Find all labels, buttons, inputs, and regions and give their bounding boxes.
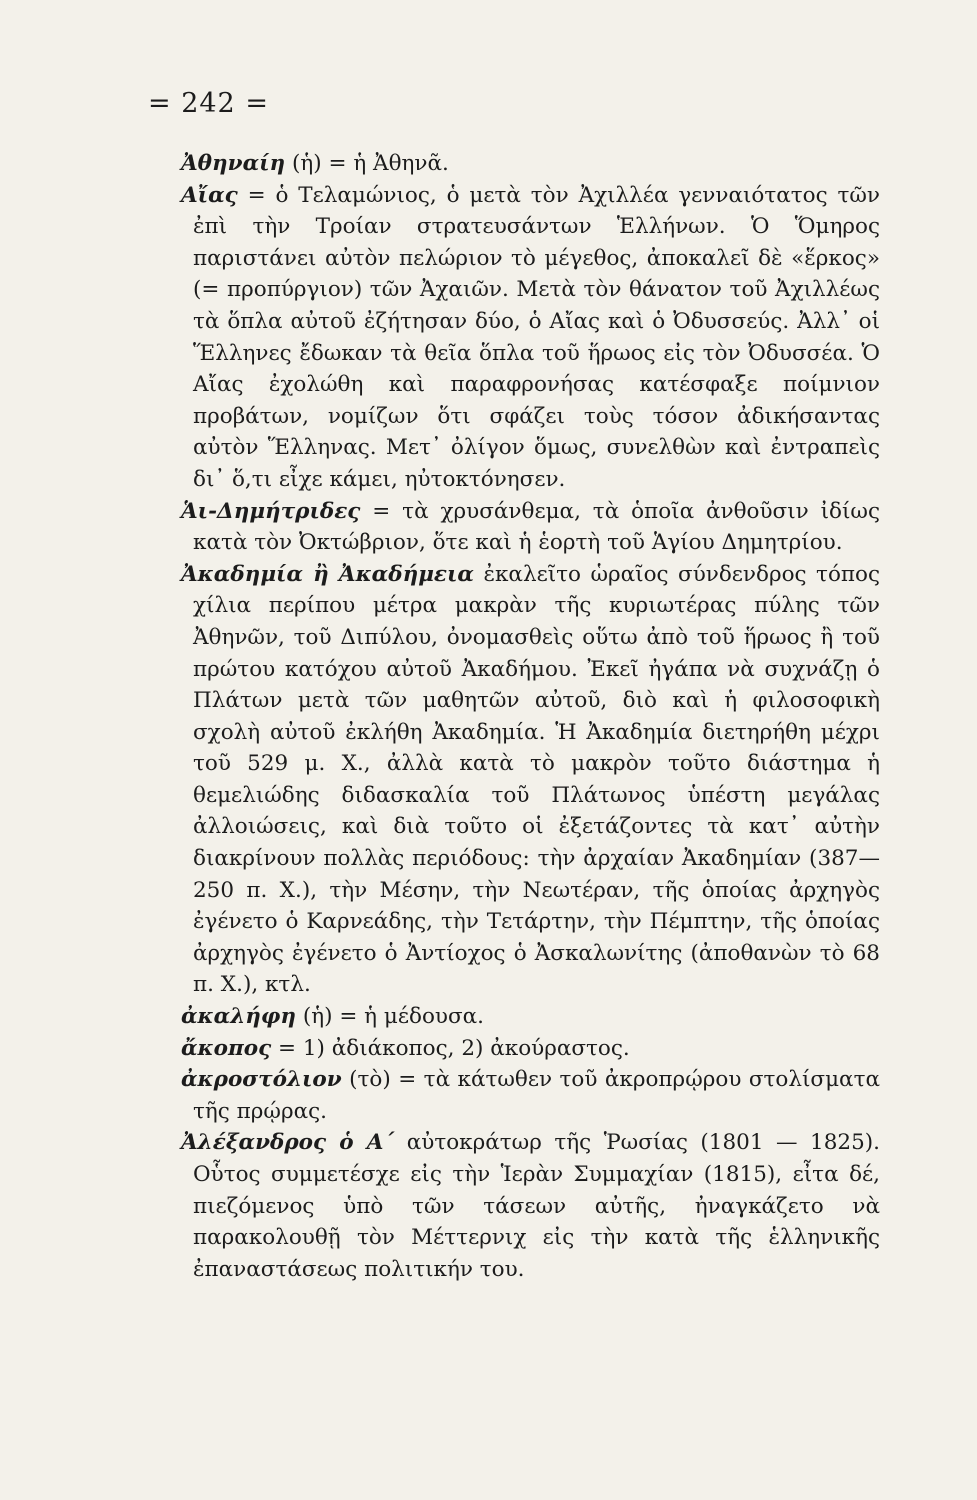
entry-headword: Ἀλέξανδρος ὁ Α΄ [181, 1130, 395, 1156]
entry-akadimia [145, 559, 880, 1001]
entry-definition: = 1) ἀδιάκοπος, 2) ἀκούραστος. [271, 1035, 630, 1061]
entry-athenaie [145, 148, 880, 180]
page-number: = 242 = [148, 88, 269, 119]
entry-aias [145, 180, 880, 496]
entry-definition: ἐκαλεῖτο ὡραῖος σύνδενδρος τόπος χίλια περίπου μέτρα μακρὰν τῆς κυριωτέρας πύλης τῶν Ἀθηνῶν, τοῦ Διπύλου, ὀνομασθεὶς οὕτω ἀπὸ τοῦ ἥρωος ἢ τοῦ πρώτου κατόχου αὐτοῦ Ἀκαδήμου. Ἐκεῖ ἠγάπα νὰ συχνάζῃ ὁ Πλάτων μετὰ τῶν μαθητῶν αὐτοῦ, διὸ καὶ ἡ φιλοσοφικὴ σχολὴ αὐτοῦ ἐκλήθη Ἀκαδημία. Ἡ Ἀκαδημία διετηρήθη μέχρι τοῦ 529 μ. Χ., ἀλλὰ κατὰ τὸ μακρὸν τοῦτο διάστημα ἡ θεμελιώδης διδασκαλία τοῦ Πλάτωνος ὑπέστη μεγάλας ἀλλοιώσεις, καὶ διὰ τοῦτο οἱ ἐξετάζοντες τὰ κατ᾽ αὐτὴν διακρίνουν πολλὰς περιόδους: τὴν ἀρχαίαν Ἀκαδημίαν (387—250 π. Χ.), τὴν Μέσην, τὴν Νεωτέραν, τῆς ὁποίας ἀρχηγὸς ἐγένετο ὁ Καρνεάδης, τὴν Τετάρτην, τὴν Πέμπτην, τῆς ὁποίας ἀρχηγὸς ἐγένετο ὁ Ἀντίοχος ὁ Ἀσκαλωνίτης (ἀποθανὼν τὸ 68 π. Χ.), κτλ. [193, 561, 881, 998]
entry-headword: Αἴας [181, 182, 238, 208]
entry-headword: ἀκροστόλιον [181, 1067, 342, 1093]
entry-definition: αὐτοκράτωρ τῆς Ῥωσίας (1801 — 1825). Οὗτος συμμετέσχε εἰς τὴν Ἱερὰν Συμμαχίαν (1815), εἶτα δέ, πιεζόμενος ὑπὸ τῶν τάσεων αὐτῆς, ἠναγκάζετο νὰ παρακολουθῇ τὸν Μέττερνιχ εἰς τὴν κατὰ τῆς ἑλληνικῆς ἐπαναστάσεως πολιτικήν του. [193, 1130, 880, 1282]
entry-alexandros [145, 1127, 880, 1285]
entry-headword: ἀκαλήφη [181, 1004, 296, 1030]
entry-akopos [145, 1033, 880, 1065]
entry-headword: Ἀθηναίη [181, 151, 286, 176]
entry-ai-dimitrides [145, 496, 880, 559]
entry-definition: (τὸ) = τὰ κάτωθεν τοῦ ἀκροπρῴρου στολίσματα τῆς πρῴρας. [193, 1067, 880, 1124]
entry-headword: Ἁι-Δημήτριδες [181, 498, 361, 524]
entry-headword: ἄκοπος [181, 1035, 272, 1061]
entry-headword: Ἀκαδημία ἢ Ἀκαδήμεια [181, 561, 474, 587]
entry-definition: (ἡ) = ἡ μέδουσα. [296, 1004, 484, 1030]
entry-akrostolion [145, 1064, 880, 1127]
dictionary-entries [145, 148, 880, 1285]
entry-definition: (ἡ) = ἡ Ἀθηνᾶ. [285, 151, 449, 176]
entry-definition: = τὰ χρυσάνθεμα, τὰ ὁποῖα ἀνθοῦσιν ἰδίως κατὰ τὸν Ὀκτώβριον, ὅτε καὶ ἡ ἑορτὴ τοῦ Ἁγίου Δημητρίου. [193, 498, 880, 556]
entry-akalifi [145, 1001, 880, 1033]
entry-definition: = ὁ Τελαμώνιος, ὁ μετὰ τὸν Ἀχιλλέα γενναιότατος τῶν ἐπὶ τὴν Τροίαν στρατευσάντων Ἑλλήνων. Ὁ Ὅμηρος παριστάνει αὐτὸν πελώριον τὸ μέγεθος, ἀποκαλεῖ δὲ «ἕρκος» (= προπύργιον) τῶν Ἀχαιῶν. Μετὰ τὸν θάνατον τοῦ Ἀχιλλέως τὰ ὅπλα αὐτοῦ ἐζήτησαν δύο, ὁ Αἴας καὶ ὁ Ὀδυσσεύς. Ἀλλ᾽ οἱ Ἕλληνες ἔδωκαν τὰ θεῖα ὅπλα τοῦ ἥρωος εἰς τὸν Ὀδυσσέα. Ὁ Αἴας ἐχολώθη καὶ παραφρονήσας κατέσφαξε ποίμνιον προβάτων, νομίζων ὅτι σφάζει τοὺς τόσον ἀδικήσαντας αὐτὸν Ἕλληνας. Μετ᾽ ὀλίγον ὅμως, συνελθὼν καὶ ἐντραπεὶς δι᾽ ὅ,τι εἶχε κάμει, ηὐτοκτόνησεν. [193, 182, 880, 492]
